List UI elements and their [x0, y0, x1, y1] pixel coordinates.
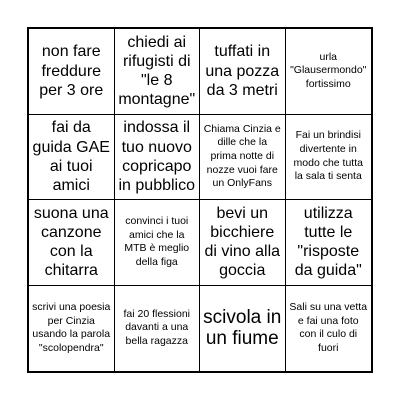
bingo-cell-text: non fare freddure per 3 ore [39, 43, 104, 99]
bingo-cell-8[interactable] [286, 115, 372, 201]
bingo-cell-text: fai 20 flessioni davanti a una bella ragazza [123, 307, 191, 348]
bingo-board [27, 27, 373, 373]
bingo-cell-1[interactable] [29, 29, 115, 115]
bingo-cell-text: scivola in un fiume [203, 306, 282, 350]
bingo-cell-text: Chiama Cinzia e dille che la prima notte di nozze vuoi fare un OnlyFans [203, 122, 281, 190]
bingo-cell-16[interactable] [286, 286, 372, 372]
bingo-cell-text: Sali su una vetta e fai una foto con il culo di fuori [289, 300, 368, 354]
bingo-cell-13[interactable] [29, 286, 115, 372]
bingo-cell-text: bevi un bicchiere di vino alla goccia [204, 204, 281, 280]
bingo-cell-text: urla "Glausermondo" fortissimo [290, 50, 367, 91]
bingo-cell-text: convinci i tuoi amici che la MTB è meglio della figa [124, 214, 190, 268]
bingo-cell-3[interactable] [200, 29, 286, 115]
bingo-cell-15[interactable] [200, 286, 286, 372]
bingo-cell-text: fai da guida GAE ai tuoi amici [32, 119, 110, 194]
bingo-cell-text: suona una canzone con la chitarra [33, 204, 109, 280]
bingo-cell-7[interactable] [200, 115, 286, 201]
bingo-cell-10[interactable] [115, 200, 201, 286]
bingo-cell-12[interactable] [286, 200, 372, 286]
bingo-cell-text: tuffati in una pozza da 3 metri [205, 43, 280, 99]
bingo-cell-6[interactable] [115, 115, 201, 201]
bingo-cell-text: Fai un brindisi divertente in modo che tutta la sala ti senta [293, 129, 363, 183]
bingo-cell-4[interactable] [286, 29, 372, 115]
bingo-cell-text: utilizza tutte le "risposte da guida" [294, 204, 362, 280]
bingo-cell-5[interactable] [29, 115, 115, 201]
bingo-cell-text: indossa il tuo nuovo copricapo in pubblico [118, 119, 195, 194]
bingo-cell-9[interactable] [29, 200, 115, 286]
bingo-cell-14[interactable] [115, 286, 201, 372]
bingo-cell-2[interactable] [115, 29, 201, 115]
bingo-cell-text: scrivi una poesia per Cinzia usando la parola "scolopendra" [32, 300, 111, 354]
bingo-cell-text: chiedi ai rifugisti di "le 8 montagne" [118, 33, 196, 109]
bingo-cell-11[interactable] [200, 200, 286, 286]
